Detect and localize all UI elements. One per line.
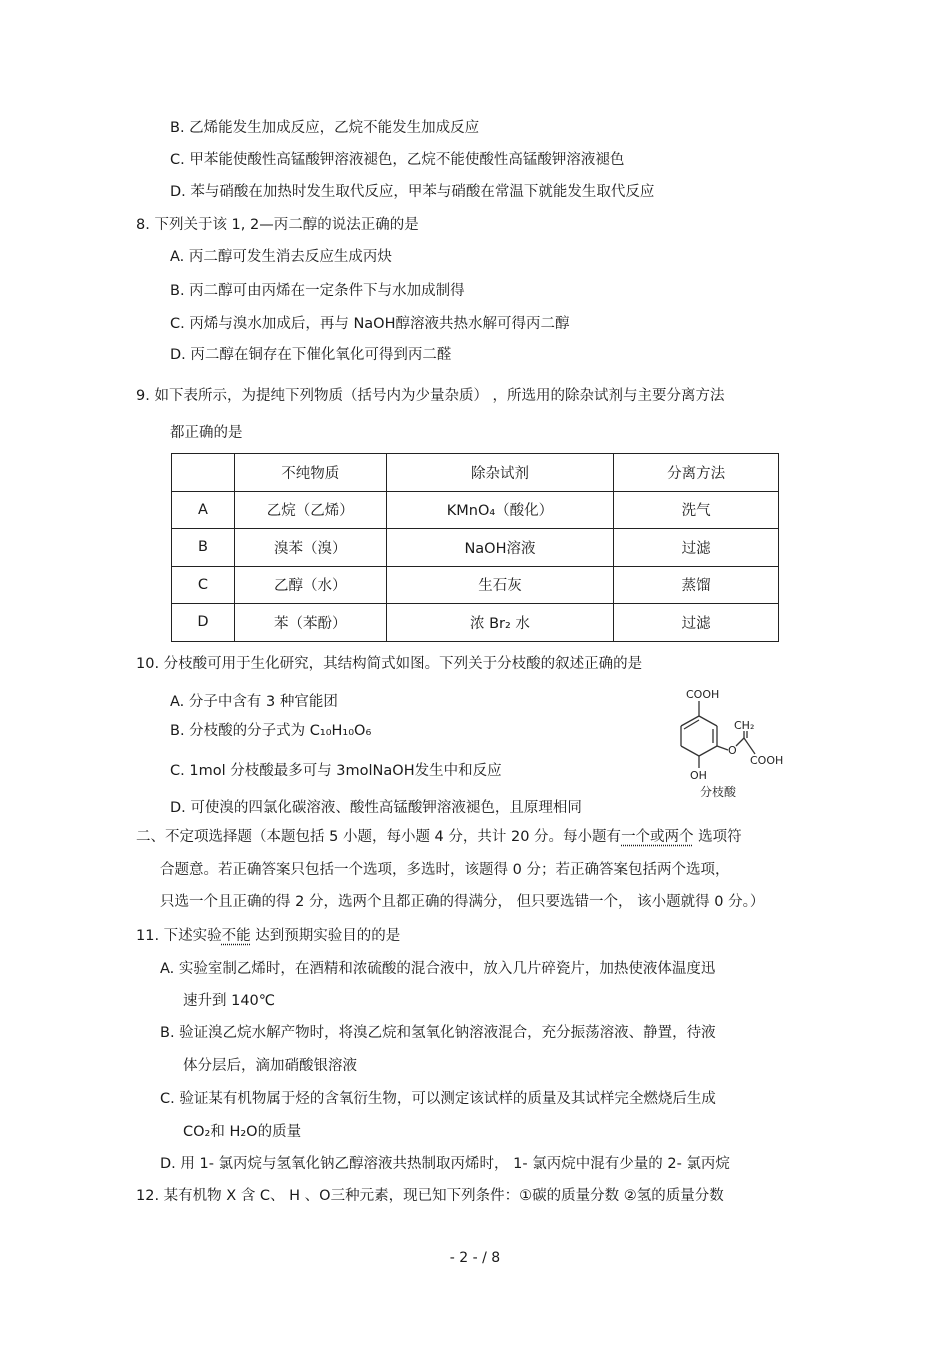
structure-caption: 分枝酸 <box>700 785 737 799</box>
q8-option-d: D. 丙二醇在铜存在下催化氧化可得到丙二醛 <box>170 347 452 363</box>
emphasis-one-or-two: 一个或两个 <box>621 829 694 845</box>
chorismic-acid-structure <box>662 684 786 804</box>
table-header-cell: 分离方法 <box>614 454 779 492</box>
table-row <box>172 604 779 642</box>
q11-stem <box>136 926 400 946</box>
table-cell: 溴苯（溴） <box>234 529 386 567</box>
table-header-cell <box>172 454 235 492</box>
table-cell: 蒸馏 <box>614 566 779 604</box>
q7-option-b: B. 乙烯能发生加成反应，乙烷不能发生加成反应 <box>170 120 480 136</box>
q11-option-b-cont: 体分层后，滴加硝酸银溶液 <box>183 1058 357 1074</box>
table-cell: 洗气 <box>614 491 779 529</box>
table-cell: 苯（苯酚） <box>234 604 386 642</box>
q8-stem: 8. 下列关于该 1, 2—丙二醇的说法正确的是 <box>136 217 419 233</box>
table-header-row <box>172 454 779 492</box>
section2-line3: 只选一个且正确的得 2 分，选两个且都正确的得满分， 但只要选错一个， 该小题就得 0 分。） <box>160 894 765 910</box>
q10-option-b: B. 分枝酸的分子式为 C₁₀H₁₀O₆ <box>170 723 372 739</box>
section2-line2: 合题意。若正确答案只包括一个选项，多选时，该题得 0 分；若正确答案包括两个选项， <box>160 862 730 878</box>
table-cell: 乙烷（乙烯） <box>234 491 386 529</box>
q10-stem: 10. 分枝酸可用于生化研究，其结构简式如图。下列关于分枝酸的叙述正确的是 <box>136 656 643 672</box>
table-cell: 过滤 <box>614 604 779 642</box>
table-cell: NaOH溶液 <box>386 529 614 567</box>
q11-option-b: B. 验证溴乙烷水解产物时，将溴乙烷和氢氧化钠溶液混合，充分振荡溶液、静置，待液 <box>160 1025 716 1041</box>
q8-option-c: C. 丙烯与溴水加成后，再与 NaOH醇溶液共热水解可得丙二醇 <box>170 316 570 332</box>
q8-option-a: A. 丙二醇可发生消去反应生成丙炔 <box>170 249 392 265</box>
q7-option-c: C. 甲苯能使酸性高锰酸钾溶液褪色，乙烷不能使酸性高锰酸钾溶液褪色 <box>170 152 625 168</box>
table-cell: 过滤 <box>614 529 779 567</box>
q9-stem-cont: 都正确的是 <box>170 425 243 441</box>
q11-option-a-cont: 速升到 140℃ <box>183 993 276 1009</box>
ch2-label: CH₂ <box>734 719 755 732</box>
table-header-cell: 除杂试剂 <box>386 454 614 492</box>
table-cell: KMnO₄（酸化） <box>386 491 614 529</box>
oh-label: OH <box>690 769 707 782</box>
section2-line1-end: 选项符 <box>693 829 742 845</box>
emphasis-cannot: 不能 <box>221 928 251 944</box>
q11-stem-text: 11. 下述实验 <box>136 928 222 944</box>
table-cell: A <box>172 491 235 529</box>
ether-o-label: O <box>728 744 737 757</box>
q10-option-a: A. 分子中含有 3 种官能团 <box>170 694 338 710</box>
table-header-cell: 不纯物质 <box>234 454 386 492</box>
table-row <box>172 529 779 567</box>
q11-option-d: D. 用 1- 氯丙烷与氢氧化钠乙醇溶液共热制取丙烯时， 1- 氯丙烷中混有少量的 2- 氯丙烷 <box>160 1156 730 1172</box>
q11-stem-end: 达到预期实验目的的是 <box>250 928 401 944</box>
q11-option-c-cont: CO₂和 H₂O的质量 <box>183 1124 302 1140</box>
q10-option-d: D. 可使溴的四氯化碳溶液、酸性高锰酸钾溶液褪色，且原理相同 <box>170 800 582 816</box>
q9-stem: 9. 如下表所示，为提纯下列物质（括号内为少量杂质） ，所选用的除杂试剂与主要分离方法 <box>136 388 725 404</box>
q8-option-b: B. 丙二醇可由丙烯在一定条件下与水加成制得 <box>170 283 465 299</box>
table-cell: B <box>172 529 235 567</box>
purification-table <box>171 453 779 642</box>
table-cell: D <box>172 604 235 642</box>
q12-stem: 12. 某有机物 X 含 C、 H 、O三种元素，现已知下列条件：①碳的质量分数 ②氢的质量分数 <box>136 1188 724 1204</box>
q10-option-c: C. 1mol 分枝酸最多可与 3molNaOH发生中和反应 <box>170 763 502 779</box>
q11-option-a: A. 实验室制乙烯时，在酒精和浓硫酸的混合液中，放入几片碎瓷片，加热使液体温度迅 <box>160 961 716 977</box>
cooh-top-label: COOH <box>686 688 720 701</box>
page-number: - 2 - / 8 <box>449 1250 501 1266</box>
table-cell: C <box>172 566 235 604</box>
section2-line1-text: 二、不定项选择题（本题包括 5 小题，每小题 4 分，共计 20 分。每小题有 <box>136 829 622 845</box>
table-row <box>172 491 779 529</box>
table-cell: 生石灰 <box>386 566 614 604</box>
table-cell: 乙醇（水） <box>234 566 386 604</box>
table-row <box>172 566 779 604</box>
q11-option-c: C. 验证某有机物属于烃的含氧衍生物，可以测定该试样的质量及其试样完全燃烧后生成 <box>160 1091 716 1107</box>
table-cell: 浓 Br₂ 水 <box>386 604 614 642</box>
cooh-right-label: COOH <box>750 754 784 767</box>
q7-option-d: D. 苯与硝酸在加热时发生取代反应，甲苯与硝酸在常温下就能发生取代反应 <box>170 184 655 200</box>
section2-line1 <box>136 827 742 847</box>
